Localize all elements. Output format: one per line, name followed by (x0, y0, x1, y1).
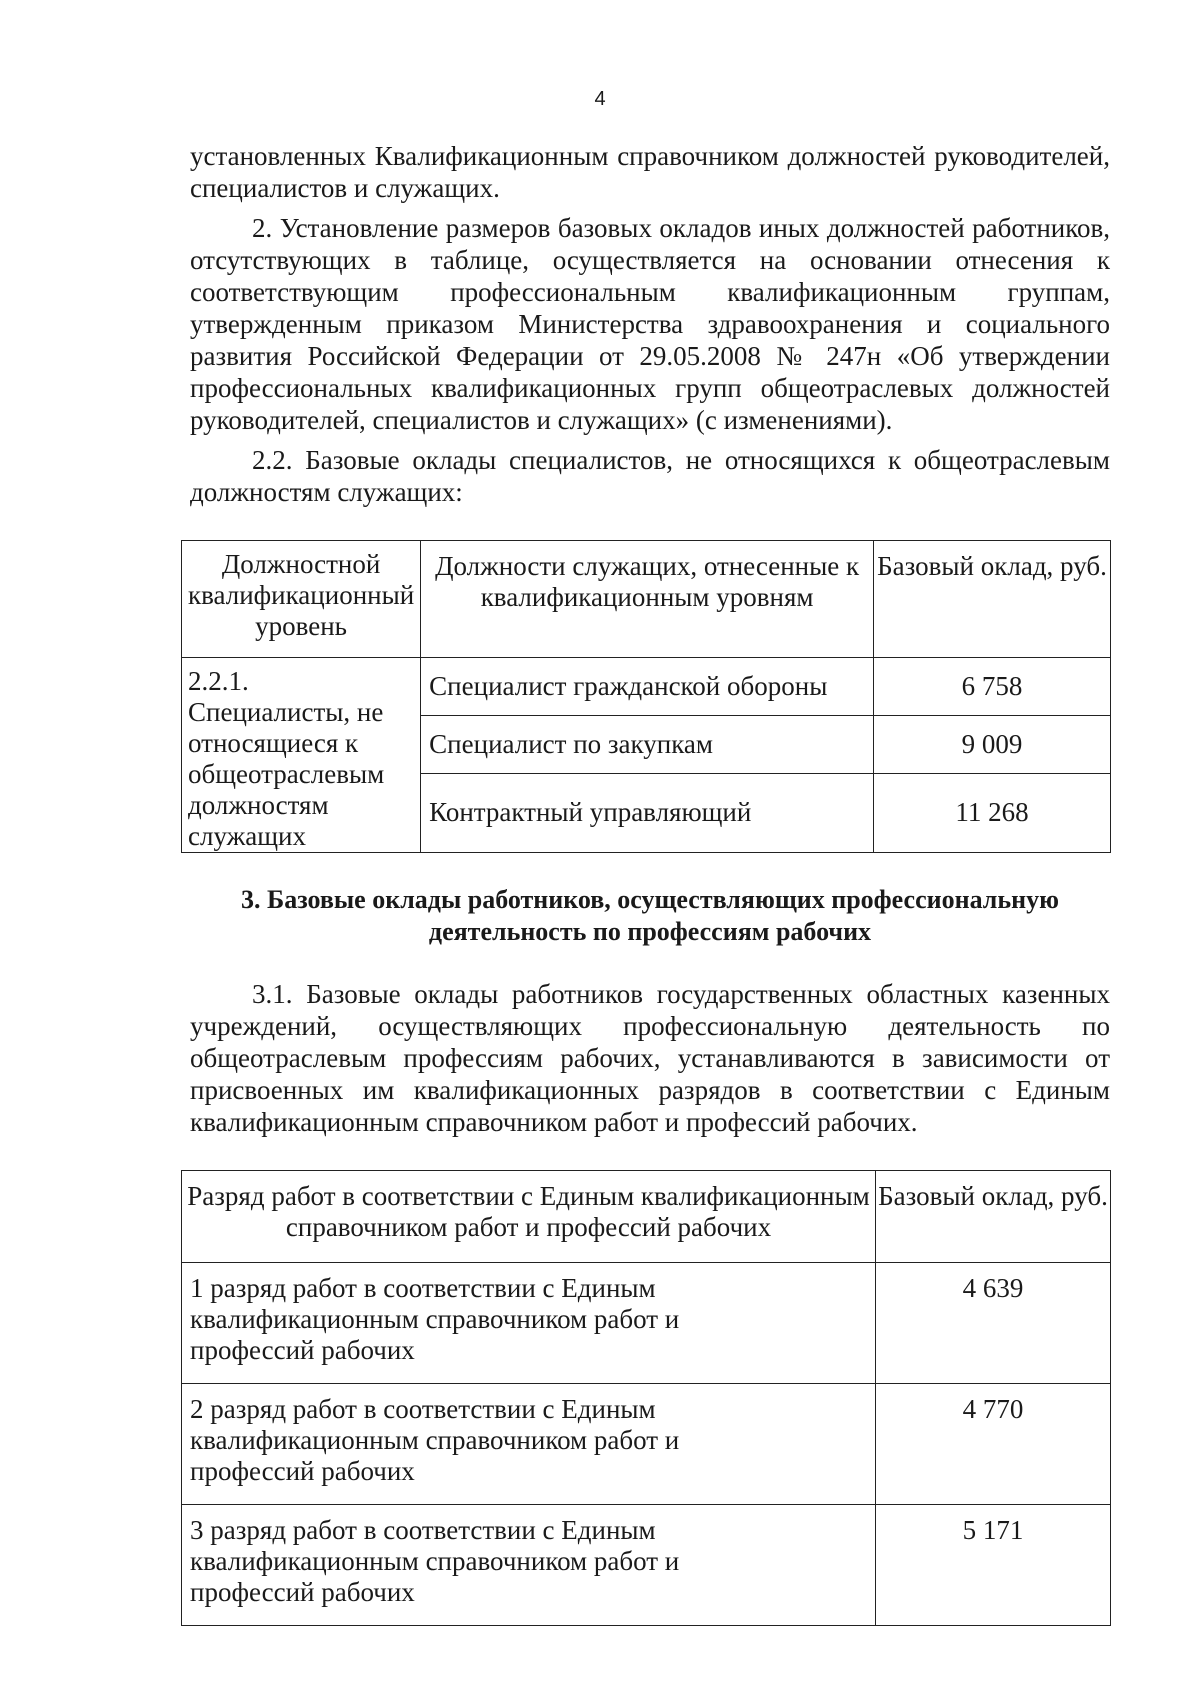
table-header-row (182, 541, 1111, 658)
paragraph-2-2 (190, 444, 1110, 508)
workers-salary-table (181, 1170, 1111, 1626)
salary-cell: 4 770 (876, 1384, 1111, 1505)
specialists-salary-table (181, 540, 1111, 853)
salary-cell: 4 639 (876, 1263, 1111, 1384)
paragraph-text: 2.2. Базовые оклады специалистов, не относящихся к общеотраслевым должностям служащих: (190, 445, 1110, 507)
paragraph-2 (190, 212, 1110, 436)
position-cell: Специалист гражданской обороны (421, 658, 874, 716)
salary-cell: 6 758 (874, 658, 1111, 716)
paragraph-text: 2. Установление размеров базовых окладов иных должностей работников, отсутствующих в таблице, осуществляется на основании отнесения к соответствующим профессиональным квалификационным группам, утвержденным приказом Министерства здравоохранения и социального развития Российской Федерации от 29.05.2008 № 247н «Об утверждении профессиональных квалификационных групп общеотраслевых должностей руководителей, специалистов и служащих» (с изменениями). (190, 213, 1110, 435)
grade-cell: 3 разряд работ в соответствии с Единым квалификационным справочником работ и профессий рабочих (182, 1505, 876, 1626)
paragraph-text: установленных Квалификационным справочником должностей руководителей, специалистов и служащих. (190, 141, 1110, 203)
table-row (182, 1505, 1111, 1626)
paragraph-3-1 (190, 978, 1110, 1138)
position-cell: Контрактный управляющий (421, 773, 874, 852)
paragraph-continuation (190, 140, 1110, 204)
paragraph-text: 3.1. Базовые оклады работников государственных областных казенных учреждений, осуществляющих профессиональную деятельность по общеотраслевым профессиям рабочих, устанавливаются в зависимости от присвоенных им квалификационных разрядов в соответствии с Единым квалификационным справочником работ и профессий рабочих. (190, 979, 1110, 1137)
grade-cell: 2 разряд работ в соответствии с Единым квалификационным справочником работ и профессий рабочих (182, 1384, 876, 1505)
position-cell: Специалист по закупкам (421, 715, 874, 773)
grade-cell: 1 разряд работ в соответствии с Единым квалификационным справочником работ и профессий рабочих (182, 1263, 876, 1384)
salary-cell: 5 171 (876, 1505, 1111, 1626)
header-salary: Базовый оклад, руб. (874, 541, 1111, 658)
page-number: 4 (594, 88, 606, 110)
header-level: Должностной квалификационный уровень (182, 541, 421, 658)
table-header-row (182, 1171, 1111, 1263)
salary-cell: 11 268 (874, 773, 1111, 852)
group-label-cell: 2.2.1. Специалисты, не относящиеся к общеотраслевым должностям служащих (182, 658, 421, 853)
header-positions: Должности служащих, отнесенные к квалификационным уровням (421, 541, 874, 658)
salary-cell: 9 009 (874, 715, 1111, 773)
table-row (182, 1384, 1111, 1505)
table-row (182, 1263, 1111, 1384)
section-3-heading: 3. Базовые оклады работников, осуществляющих профессиональную деятельность по профессиям рабочих (241, 885, 1059, 946)
header-grade: Разряд работ в соответствии с Единым квалификационным справочником работ и профессий рабочих (182, 1171, 876, 1263)
header-salary: Базовый оклад, руб. (876, 1171, 1111, 1263)
table-row (182, 658, 1111, 716)
